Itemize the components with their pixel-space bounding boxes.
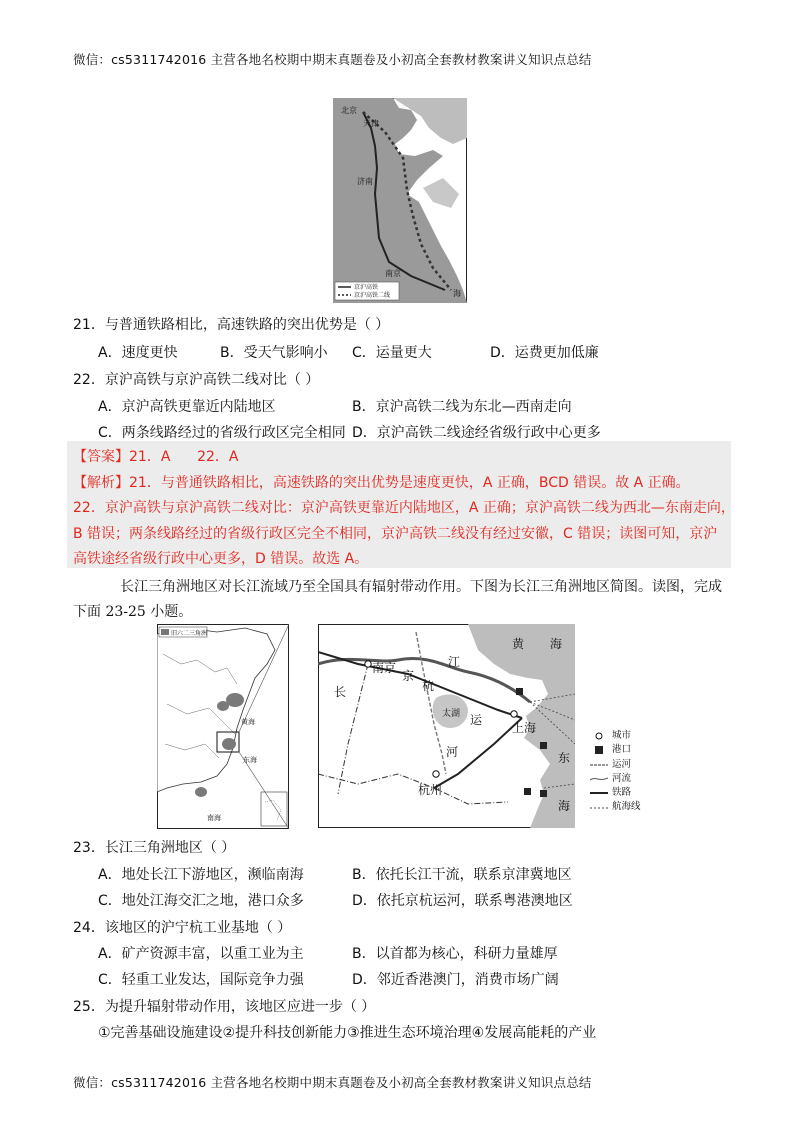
q21-option-b: B．受天气影响小	[220, 345, 328, 361]
yangtze-delta-map	[318, 624, 575, 828]
map2-huanghai-label: 黄海	[241, 718, 255, 726]
map3-huang-label: 黄	[512, 637, 525, 651]
map3-jiang-label: 江	[448, 655, 461, 669]
q25-choices: ①完善基础设施建设②提升科技创新能力③推进生态环境治理④发展高能耗的产业	[98, 1025, 597, 1041]
legend-jinghu-2: 京沪高铁二线	[354, 292, 391, 299]
answer-text: 21．A 22．A	[129, 449, 239, 465]
city-symbol-icon	[590, 731, 608, 741]
q24-option-c: C．轻重工业发达，国际竞争力强	[98, 972, 304, 988]
jinan-label: 济南	[357, 177, 373, 186]
map3-hai3-label: 海	[558, 799, 571, 813]
beijing-label: 北京	[341, 106, 357, 115]
q22-stem: 22．京沪高铁与京沪高铁二线对比（ ）	[73, 372, 320, 388]
map3-taihu-label: 太湖	[442, 709, 461, 719]
legend-railway: 铁路	[612, 787, 632, 799]
q24-option-a: A．矿产资源丰富，以重工业为主	[98, 946, 304, 962]
legend-jinghu: 京沪高铁	[354, 284, 379, 291]
q23-option-b: B．依托长江干流，联系京津冀地区	[352, 867, 572, 883]
map2-legend: 旧六二三角洲	[171, 630, 208, 637]
q22-option-b: B．京沪高铁二线为东北—西南走向	[352, 399, 572, 415]
nanjing-label: 南京	[385, 269, 401, 278]
port-symbol-icon	[590, 745, 608, 755]
canal-symbol-icon	[590, 762, 608, 768]
map2-donghai-label: 东海	[243, 756, 257, 764]
q22-option-d: D．京沪高铁二线途经省级行政中心更多	[352, 425, 601, 441]
map3-hang-label: 杭	[422, 679, 435, 693]
shanghai-label: 海	[453, 289, 461, 298]
q21-stem: 21．与普通铁路相比，高速铁路的突出优势是（ ）	[73, 317, 390, 333]
railway-symbol-icon	[590, 790, 608, 796]
legend-canal: 运河	[612, 758, 632, 770]
q22-option-a: A．京沪高铁更靠近内陆地区	[98, 399, 276, 415]
q23-option-d: D．依托京杭运河，联系粤港澳地区	[352, 893, 573, 909]
map2-nanhai-label: 南海	[207, 814, 221, 822]
page-footer: 微信：cs5311742016 主营各地名校期中期末真题卷及小初高全套教材教案讲义知识点总结	[73, 1075, 592, 1090]
analysis-line-2: 22．京沪高铁与京沪高铁二线对比：京沪高铁更靠近内陆地区，A 正确；京沪高铁二线为西北—东南走向，	[73, 500, 735, 516]
legend-city: 城市	[612, 730, 632, 741]
shipping-symbol-icon	[590, 805, 608, 811]
page-header: 微信：cs5311742016 主营各地名校期中期末真题卷及小初高全套教材教案讲义知识点总结	[73, 52, 592, 67]
map3-chang-label: 长	[334, 685, 347, 699]
legend-river: 河流	[612, 772, 632, 784]
map3-he-label: 河	[446, 745, 459, 759]
intro-line-2: 下面 23-25 小题。	[73, 604, 193, 620]
analysis-line-3: B 错误；两条线路经过的省级行政区完全不相同，京沪高铁二线没有经过安徽，C 错误；读图可知，京沪	[73, 526, 718, 542]
q23-option-c: C．地处江海交汇之地，港口众多	[98, 893, 304, 909]
map3-jing-label: 京	[402, 669, 415, 683]
tianjin-label: 天津	[363, 119, 379, 128]
q22-option-c: C．两条线路经过的省级行政区完全相同	[98, 425, 346, 441]
river-symbol-icon	[590, 776, 608, 782]
answer-tag: 【答案】	[73, 449, 129, 465]
map3-dong-label: 东	[558, 751, 571, 765]
map3-shanghai-label: 上海	[512, 721, 537, 735]
map3-hai1-label: 海	[550, 637, 563, 651]
q24-option-d: D．邻近香港澳门，消费市场广阔	[352, 972, 559, 988]
legend-shipping: 航海线	[612, 801, 641, 813]
map3-nanjing-label: 南京	[372, 661, 397, 675]
analysis-line-4: 高铁途经省级行政中心更多，D 错误。故选 A。	[73, 551, 369, 567]
china-overview-map	[157, 624, 289, 829]
map3-yun-label: 运	[470, 713, 483, 727]
analysis-tag: 【解析】	[73, 475, 129, 491]
q21-option-d: D．运费更加低廉	[490, 345, 599, 361]
railway-map	[333, 98, 467, 303]
intro-line-1: 长江三角洲地区对长江流域乃至全国具有辐射带动作用。下图为长江三角洲地区简图。读图，完成	[120, 579, 722, 595]
analysis-line-1: 【解析】21．与普通铁路相比，高速铁路的突出优势是速度更快，A 正确，BCD 错误。故 A 正确。	[73, 475, 690, 491]
q24-stem: 24．该地区的沪宁杭工业基地（ ）	[73, 920, 292, 936]
map3-hangzhou-label: 杭州	[418, 783, 443, 797]
q21-option-c: C．运量更大	[352, 345, 432, 361]
q23-stem: 23．长江三角洲地区（ ）	[73, 840, 236, 856]
q23-option-a: A．地处长江下游地区，濒临南海	[98, 867, 304, 883]
q24-option-b: B．以首都为核心，科研力量雄厚	[352, 946, 558, 962]
answer-line	[73, 446, 238, 466]
legend-port: 港口	[612, 744, 632, 756]
q25-stem: 25．为提升辐射带动作用，该地区应进一步（ ）	[73, 999, 376, 1015]
q21-option-a: A．速度更快	[98, 345, 178, 361]
map3-legend	[590, 729, 641, 815]
